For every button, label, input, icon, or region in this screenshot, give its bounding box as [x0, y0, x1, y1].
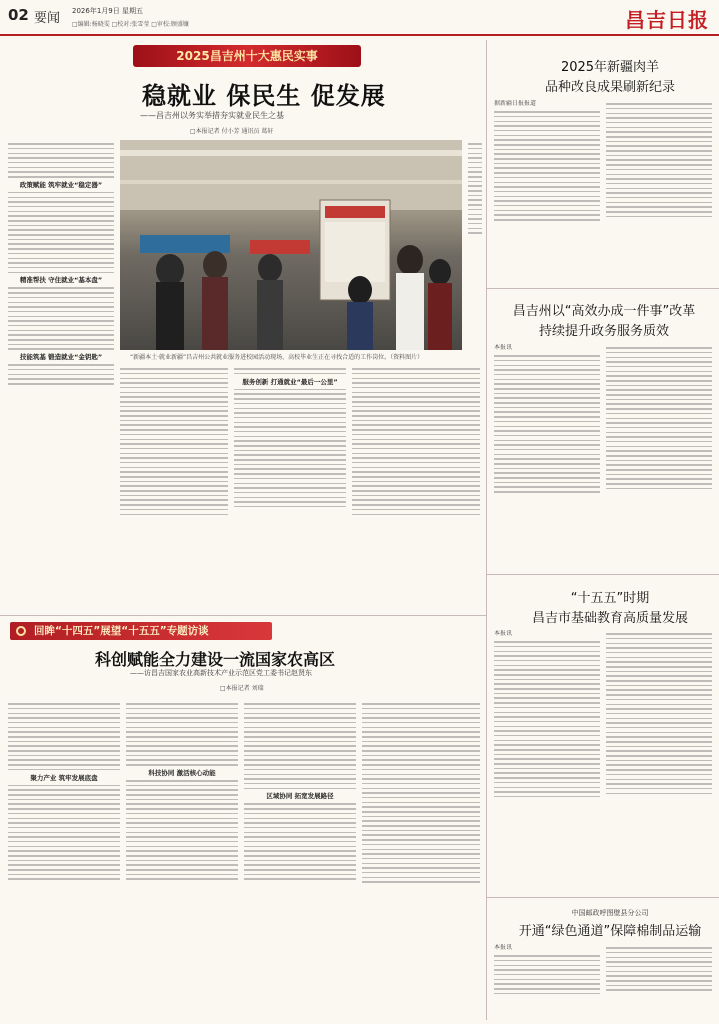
- story-byline: 据新疆日报报道: [494, 100, 537, 107]
- interview-byline: □本报记者 刘瑞: [220, 685, 264, 692]
- article-column: [606, 630, 712, 892]
- section-heading: 科技协同 激活核心动能: [148, 768, 216, 777]
- feature-byline: □本报记者 付小芳 通讯员 葛轩: [190, 128, 274, 135]
- article-column: [468, 140, 482, 350]
- article-column: [494, 100, 600, 284]
- photo-caption: “新疆本土·就业新疆”昌吉州公共就业服务进校园活动现场，高校毕业生正在寻找合适的工作岗位。（资料图片）: [130, 354, 424, 361]
- story-subheadline: 持续提升政务服务质效: [538, 324, 669, 339]
- interview-subheadline: ——访昌吉国家农业高新技术产业示范区党工委书记赵贤东: [130, 669, 312, 677]
- newspaper-logo: 昌吉日报: [625, 8, 709, 32]
- story-byline: 本报讯: [494, 630, 513, 637]
- feature-subheadline: ——昌吉州以务实举措夯实就业民生之基: [140, 111, 284, 120]
- section-divider: [487, 897, 719, 898]
- feature-headline: 稳就业 保民生 促发展: [142, 81, 386, 110]
- article-column: [362, 700, 480, 1020]
- section-heading: 政策赋能 筑牢就业“稳定器”: [19, 180, 103, 189]
- article-column: [126, 700, 238, 1020]
- special-banner-text: 回眸“十四五”展望“十五五”专题访谈: [34, 625, 209, 637]
- article-column: [494, 944, 600, 1020]
- section-divider: [487, 288, 719, 289]
- article-column: [8, 140, 114, 605]
- section-heading: 精准帮扶 守住就业“基本盘”: [19, 276, 103, 285]
- article-column: [244, 700, 356, 1020]
- story-kicker: 中国邮政呼图壁县分公司: [571, 909, 649, 917]
- job-fair-illustration: [120, 140, 462, 350]
- page-number: 02: [8, 6, 29, 24]
- story-subheadline: 品种改良成果刷新纪录: [544, 80, 675, 95]
- story-byline: 本报讯: [494, 344, 513, 351]
- section-name: 要闻: [34, 11, 61, 26]
- story-byline: 本报讯: [494, 944, 513, 951]
- section-heading: 服务创新 打通就业“最后一公里”: [242, 377, 338, 386]
- story-headline: “十五五”时期: [570, 591, 650, 606]
- article-column: [494, 344, 600, 569]
- article-column: [8, 700, 120, 1020]
- section-divider: [0, 615, 486, 616]
- section-divider: [487, 574, 719, 575]
- feature-banner: 2025昌吉州十大惠民实事: [133, 45, 361, 67]
- story-subheadline: 昌吉市基础教育高质量发展: [531, 611, 688, 626]
- article-column: [352, 365, 480, 605]
- article-column: [606, 344, 712, 569]
- section-heading: 聚力产业 筑牢发展底盘: [30, 773, 98, 782]
- article-column: [120, 365, 228, 605]
- column-divider: [486, 40, 487, 1020]
- editor-credits: □编辑:杨晓雯 □校对:张雪莹 □审校:顾盛镰: [72, 21, 189, 28]
- issue-date: 2026年1月9日 星期五: [72, 7, 143, 15]
- interview-headline: 科创赋能全力建设一流国家农高区: [95, 650, 336, 669]
- story-headline: 2025年新疆肉羊: [560, 60, 660, 75]
- circle-icon: [16, 626, 26, 636]
- story-headline: 昌吉州以“高效办成一件事”改革: [512, 304, 696, 319]
- masthead: [0, 0, 719, 36]
- article-column: [494, 630, 600, 892]
- article-column: [606, 944, 712, 1020]
- article-column: [234, 365, 346, 605]
- news-photo: [120, 140, 462, 350]
- article-column: [606, 100, 712, 284]
- special-banner: [10, 622, 272, 640]
- section-heading: 技能筑基 锻造就业“金钥匙”: [19, 353, 103, 362]
- story-headline: 开通“绿色通道”保障棉制品运输: [518, 924, 702, 939]
- section-heading: 区域协同 拓宽发展路径: [266, 792, 334, 801]
